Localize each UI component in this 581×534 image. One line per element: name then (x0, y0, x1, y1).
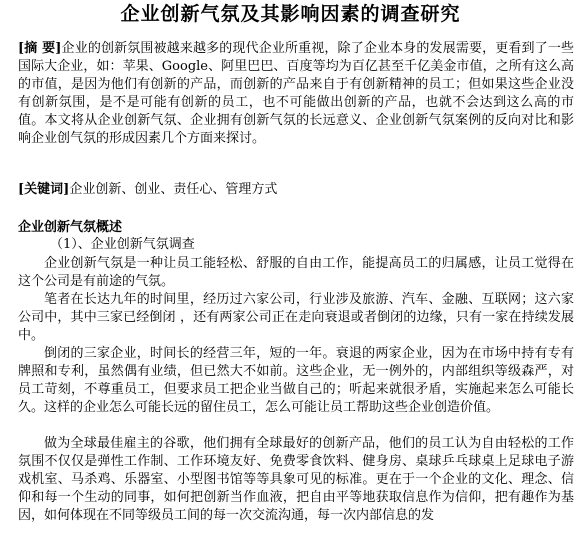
keywords-label: [关键词] (18, 182, 70, 197)
section-heading: 企业创新气氛概述 (18, 220, 123, 235)
paper-title: 企业创新气氛及其影响因素的调查研究 (120, 3, 461, 25)
abstract-label: [摘 要] (18, 41, 62, 56)
abstract (18, 40, 574, 148)
paragraph-4: 做为全球最佳雇主的谷歌，他们拥有全球最好的创新产品，他们的员工认为自由轻松的工作氛围不仅仅是弹性工作制、工作环境友好、免费零食饮料、健身房、桌球乒乓球桌上足球电子游戏机室、马杀鸡、乐器室、小型图书馆等等具象可见的标准。更在于一个企业的文化、理念、信仰和每一个生动的同事，如何把创新当作血液，把自由平等地获取信息作为信仰，把有趣作为基因，如何体现在不同等级员工间的每一次交流沟通，每一次内部信息的发 (18, 436, 574, 523)
abstract-text: 企业的创新氛围被越来越多的现代企业所重视，除了企业本身的发展需要，更看到了一些国际大企业，如：苹果、Google、阿里巴巴、百度等均为百亿甚至千亿美金市值，之所有这么高的市值，是因为他们有创新的产品，而创新的产品来自于有创新精神的员工；但如果这些企业没有创新氛围，是不是可能有创新的员工，也不可能做出创新的产品，也就不会达到这么高的市值。本文将从企业创新气氛、企业拥有创新气氛的长远意义、企业创新气氛案例的反向对比和影响企业创气氛的形成因素几个方面来探讨。 (18, 41, 574, 146)
section-subheading: （1）、企业创新气氛调查 (50, 237, 195, 252)
paragraph-1: 企业创新气氛是一种让员工能轻松、舒服的自由工作，能提高员工的归属感，让员工觉得在这个公司是有前途的气氛。 (18, 256, 574, 289)
keywords (18, 181, 574, 199)
paragraph-2: 笔者在长达九年的时间里，经历过六家公司，行业涉及旅游、汽车、金融、互联网；这六家公司中，其中三家已经倒闭 ，还有两家公司正在走向衰退或者倒闭的边缘，只有一家在持续发展中。 (18, 292, 574, 343)
keywords-text: 企业创新、创业、责任心、管理方式 (69, 182, 278, 197)
paragraph-3: 倒闭的三家企业，时间长的经营三年，短的一年。衰退的两家企业，因为在市场中持有专有牌照和专利，虽然偶有业绩，但已然大不如前。这些企业，无一例外的，内部组织等级森严，对员工苛刻，不尊重员工，但要求员工把企业当做自己的；听起来就很矛盾，实施起来怎么可能长久。这样的企业怎么可能长远的留住员工，怎么可能让员工帮助这些企业创造价值。 (18, 346, 574, 415)
